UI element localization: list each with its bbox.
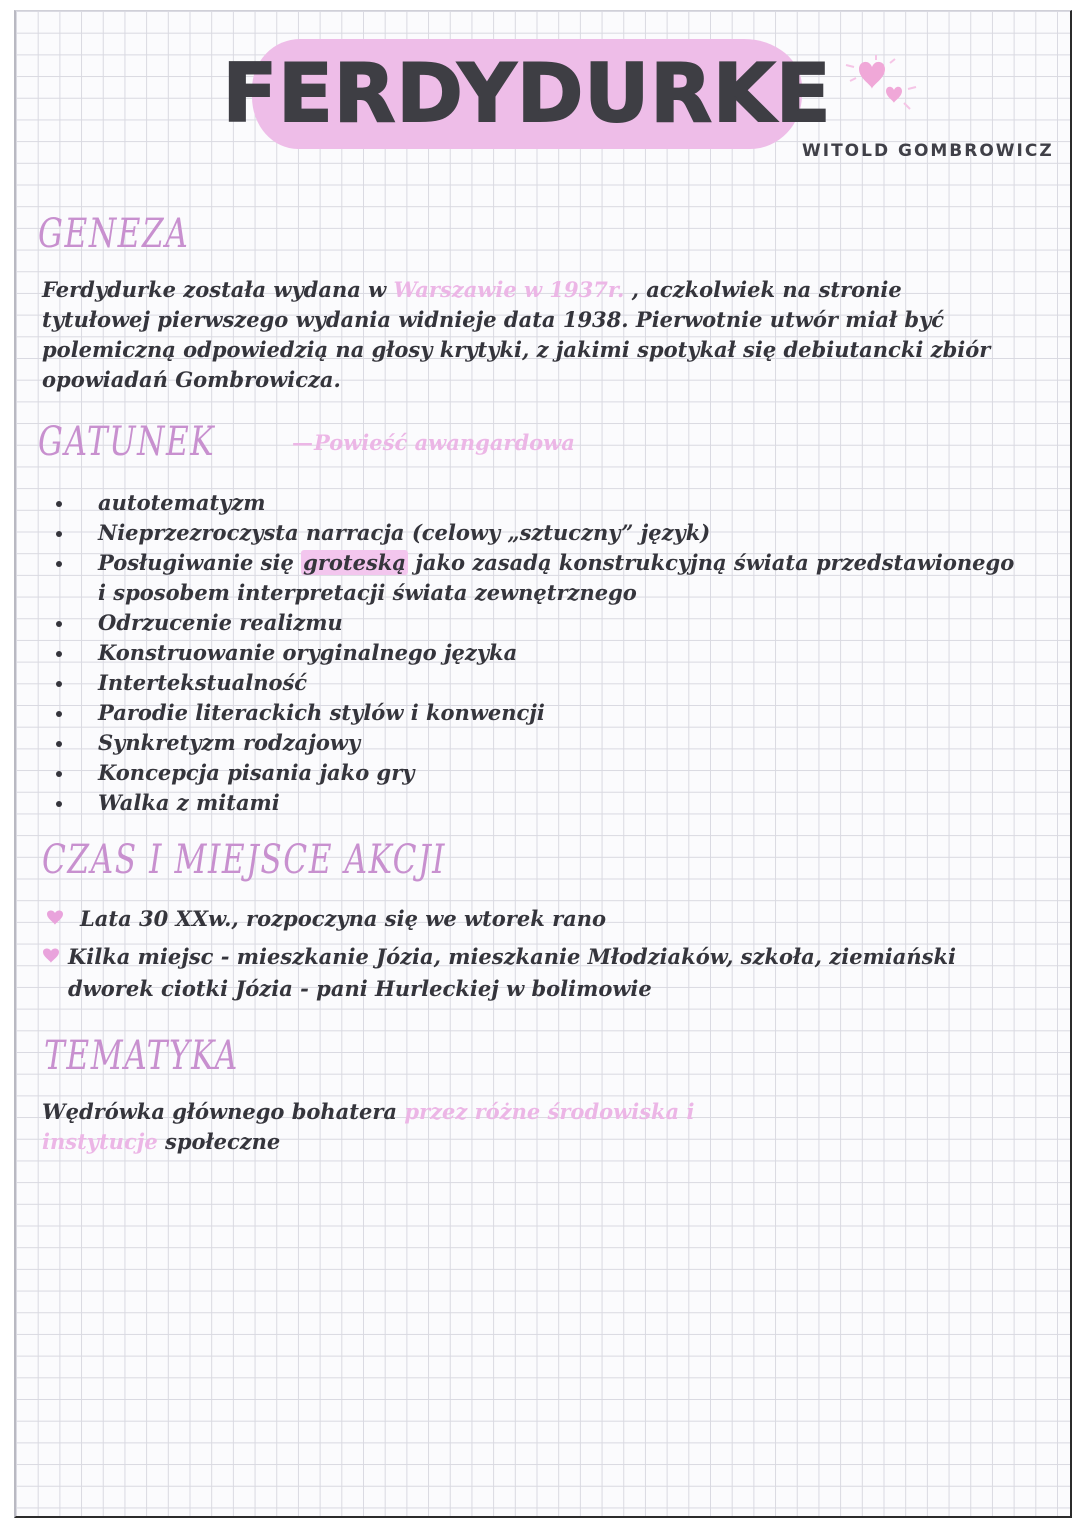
heading-geneza: GENEZA (38, 211, 190, 257)
bullet-icon (56, 771, 62, 777)
highlight-groteska: groteską (303, 550, 406, 575)
bullet-icon (56, 621, 62, 627)
highlight-instytucje: instytucje (42, 1129, 158, 1154)
bullet-icon (56, 711, 62, 717)
list-item: autotematyzm (56, 488, 1014, 518)
page-title: FERDYDURKE (222, 46, 832, 140)
heading-czas-miejsce: CZAS I MIEJSCE AKCJI (42, 837, 447, 883)
hearts-icon (824, 51, 934, 121)
heart-bullet-icon (46, 909, 64, 925)
list-item: Intertekstualność (56, 668, 1014, 698)
heading-tematyka: TEMATYKA (44, 1033, 239, 1079)
bullet-icon (56, 561, 62, 567)
list-item: Lata 30 XXw., rozpoczyna się we wtorek rano (46, 903, 606, 935)
list-item: Odrzucenie realizmu (56, 608, 1014, 638)
genre-features-list (56, 488, 1014, 818)
bullet-icon (56, 681, 62, 687)
bullet-icon (56, 651, 62, 657)
list-item: Kilka miejsc - mieszkanie Józia, mieszkanie Młodziaków, szkoła, ziemiański dworek ciotki Józia - pani Hurleckiej w bolimowie (42, 941, 956, 1005)
notebook-page (14, 10, 1072, 1518)
tematyka-line-1: Wędrówka głównego bohatera przez różne środowiska i (42, 1099, 695, 1124)
heart-bullet-icon (42, 947, 60, 963)
bullet-icon (56, 501, 62, 507)
heading-gatunek: GATUNEK (38, 419, 216, 465)
list-item: Walka z mitami (56, 788, 1014, 818)
tematyka-paragraph (42, 1097, 694, 1157)
geneza-line-4: opowiadań Gombrowicza. (42, 367, 341, 392)
list-item: Koncepcja pisania jako gry (56, 758, 1014, 788)
list-item: Synkretyzm rodzajowy (56, 728, 1014, 758)
highlight-place-date: Warszawie w 1937r. (393, 277, 625, 302)
heading-dash: — (292, 430, 313, 455)
geneza-line-1: Ferdydurke została wydana w Warszawie w 1937r. , aczkolwiek na stronie (42, 277, 902, 302)
genre-subtitle: Powieść awangardowa (314, 430, 575, 455)
geneza-paragraph (42, 275, 990, 395)
list-item: Parodie literackich stylów i konwencji (56, 698, 1014, 728)
bullet-icon (56, 531, 62, 537)
bullet-icon (56, 801, 62, 807)
author-name: WITOLD GOMBROWICZ (802, 141, 1054, 161)
geneza-line-3: polemiczną odpowiedzią na głosy krytyki, z jakimi spotykał się debiutancki zbiór (42, 337, 991, 362)
geneza-line-2: tytułowej pierwszego wydania widnieje data 1938. Pierwotnie utwór miał być (42, 307, 945, 332)
tematyka-line-2: instytucje społeczne (42, 1129, 281, 1154)
list-item: Konstruowanie oryginalnego języka (56, 638, 1014, 668)
list-item: Posługiwanie się groteską jako zasadą konstrukcyjną świata przedstawionego i sposobem interpretacji świata zewnętrznego (56, 548, 1014, 608)
highlight-srodowiska: przez różne środowiska i (404, 1099, 695, 1124)
bullet-icon (56, 741, 62, 747)
list-item: Nieprzezroczysta narracja (celowy „sztuczny” język) (56, 518, 1014, 548)
